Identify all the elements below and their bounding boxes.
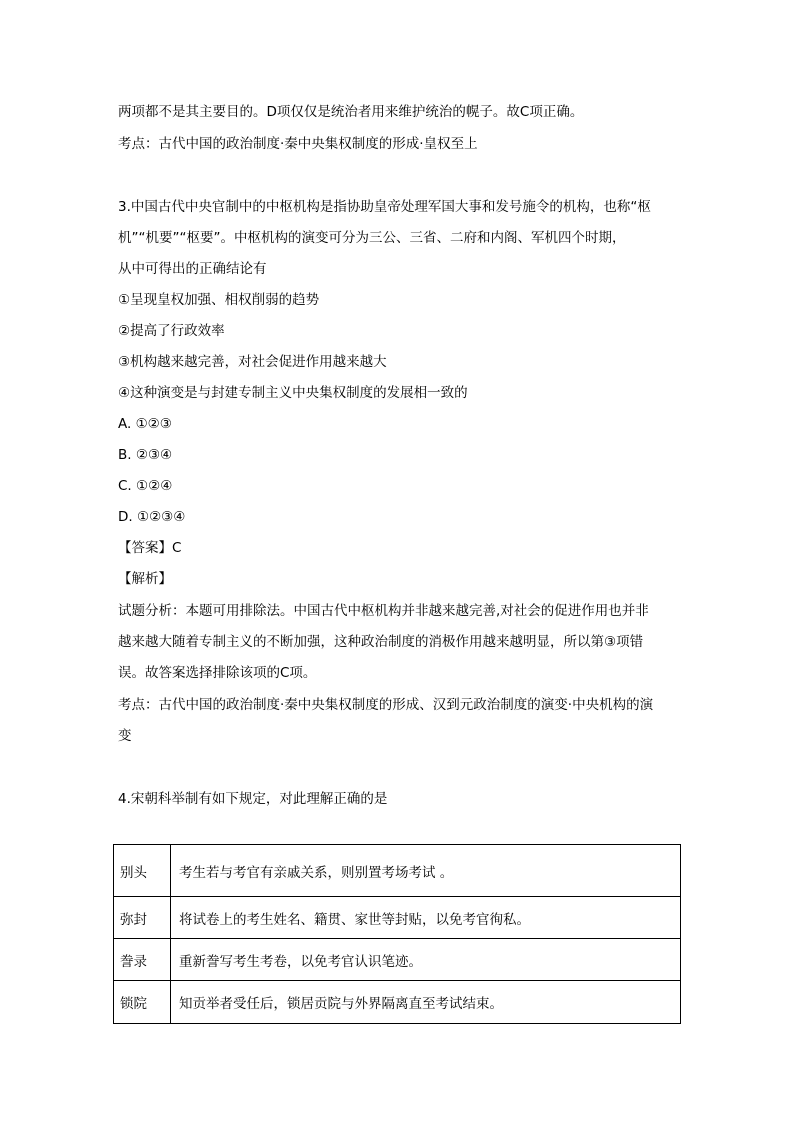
- knowledge-point: 考点：古代中国的政治制度·秦中央集权制度的形成、汉到元政治制度的演变·中央机构的演: [118, 697, 654, 713]
- rule-description: 考生若与考官有亲戚关系，则别置考场考试 。: [171, 845, 681, 897]
- statement-2: ②提高了行政效率: [118, 323, 225, 339]
- rule-term: 誊录: [114, 939, 171, 981]
- analysis-text: 误。故答案选择排除该项的C项。: [118, 665, 317, 681]
- rule-description: 重新誊写考生考卷，以免考官认识笔迹。: [171, 939, 681, 981]
- analysis-text: 试题分析：本题可用排除法。中国古代中枢机构并非越来越完善,对社会的促进作用也并非: [118, 603, 649, 619]
- answer-label: 【答案】C: [118, 540, 182, 556]
- rule-term: 锁院: [114, 981, 171, 1024]
- question-3-stem: 机”“机要”“枢要”。中枢机构的演变可分为三公、三省、二府和内阁、军机四个时期，: [118, 230, 626, 246]
- question-3-stem: 3.中国古代中央官制中的中枢机构是指协助皇帝处理军国大事和发号施令的机构，也称“枢: [118, 199, 651, 215]
- exam-rules-table: [113, 844, 681, 1024]
- option-c: C. ①②④: [118, 478, 173, 494]
- table-row: [114, 939, 681, 981]
- table-row: [114, 845, 681, 897]
- option-d: D. ①②③④: [118, 509, 186, 525]
- statement-3: ③机构越来越完善，对社会促进作用越来越大: [118, 354, 387, 370]
- option-b: B. ②③④: [118, 447, 173, 463]
- question-3-stem: 从中可得出的正确结论有: [118, 261, 267, 277]
- rule-term: 别头: [114, 845, 171, 897]
- rule-description: 知贡举者受任后，锁居贡院与外界隔离直至考试结束。: [171, 981, 681, 1024]
- question-4-stem: 4.宋朝科举制有如下规定，对此理解正确的是: [118, 791, 388, 807]
- table-row: [114, 897, 681, 939]
- analysis-label: 【解析】: [118, 571, 172, 587]
- knowledge-point: 变: [118, 728, 132, 744]
- option-a: A. ①②③: [118, 416, 172, 432]
- statement-1: ①呈现皇权加强、相权削弱的趋势: [118, 292, 320, 308]
- table-row: [114, 981, 681, 1024]
- rule-term: 弥封: [114, 897, 171, 939]
- text-line: 考点：古代中国的政治制度·秦中央集权制度的形成·皇权至上: [118, 136, 478, 152]
- rule-description: 将试卷上的考生姓名、籍贯、家世等封贴，以免考官徇私。: [171, 897, 681, 939]
- analysis-text: 越来越大随着专制主义的不断加强，这种政治制度的消极作用越来越明显，所以第③项错: [118, 634, 644, 650]
- text-line: 两项都不是其主要目的。D项仅仅是统治者用来维护统治的幌子。故C项正确。: [118, 104, 584, 120]
- statement-4: ④这种演变是与封建专制主义中央集权制度的发展相一致的: [118, 385, 468, 401]
